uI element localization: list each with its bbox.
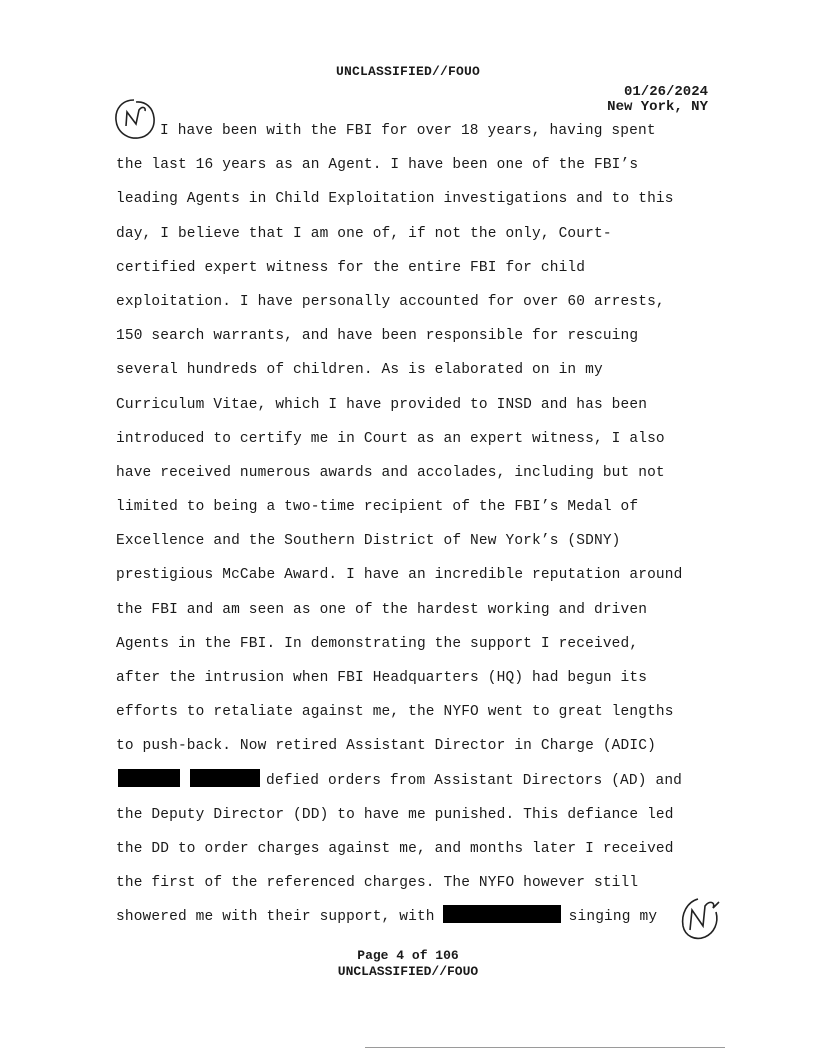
handwritten-initials-mark xyxy=(678,896,722,942)
text-fragment: defied orders from Assistant Directors (AD) and xyxy=(266,772,683,789)
redaction-bar xyxy=(443,905,561,923)
text-line: several hundreds of children. As is elaborated on in my xyxy=(116,362,603,379)
text-line: 150 search warrants, and have been responsible for rescuing xyxy=(116,328,639,345)
text-line: limited to being a two-time recipient of the FBI’s Medal of xyxy=(116,499,639,516)
text-line: the FBI and am seen as one of the hardest working and driven xyxy=(116,601,648,618)
page-number: Page 4 of 106 xyxy=(357,948,459,963)
document-body xyxy=(116,114,716,935)
document-date: 01/26/2024 xyxy=(623,84,708,100)
text-line: the DD to order charges against me, and months later I received xyxy=(116,840,674,857)
text-line: Curriculum Vitae, which I have provided to INSD and has been xyxy=(116,396,648,413)
document-location: New York, NY xyxy=(607,99,708,115)
text-line: have received numerous awards and accolades, including but not xyxy=(116,464,665,481)
text-line: Agents in the FBI. In demonstrating the support I received, xyxy=(116,635,639,652)
text-line: certified expert witness for the entire FBI for child xyxy=(116,259,586,276)
text-line: introduced to certify me in Court as an expert witness, I also xyxy=(116,430,665,447)
classification-header: UNCLASSIFIED//FOUO xyxy=(335,64,481,79)
classification-footer: UNCLASSIFIED//FOUO xyxy=(337,964,479,979)
text-line: leading Agents in Child Exploitation investigations and to this xyxy=(116,191,674,208)
text-line: I have been with the FBI for over 18 years, having spent xyxy=(160,123,656,139)
text-fragment: showered me with their support, with xyxy=(116,909,435,926)
text-line: efforts to retaliate against me, the NYFO went to great lengths xyxy=(116,704,674,721)
text-line: to push-back. Now retired Assistant Director in Charge (ADIC) xyxy=(116,738,656,755)
redaction-bar xyxy=(190,769,260,787)
scan-edge-line xyxy=(365,1047,725,1048)
text-line: after the intrusion when FBI Headquarters (HQ) had begun its xyxy=(116,670,648,686)
text-line: the Deputy Director (DD) to have me punished. This defiance led xyxy=(116,806,674,823)
redaction-bar xyxy=(118,769,180,787)
text-line-redacted xyxy=(116,900,716,934)
text-line: the last 16 years as an Agent. I have been one of the FBI’s xyxy=(116,157,639,174)
text-line: exploitation. I have personally accounted for over 60 arrests, xyxy=(116,293,665,310)
text-fragment: singing my xyxy=(568,909,658,926)
text-line: day, I believe that I am one of, if not the only, Court- xyxy=(116,225,612,242)
text-line: the first of the referenced charges. The NYFO however still xyxy=(116,875,639,892)
text-line: prestigious McCabe Award. I have an incredible reputation around xyxy=(116,567,683,584)
text-line-redacted xyxy=(116,764,716,798)
text-line: Excellence and the Southern District of New York’s (SDNY) xyxy=(116,533,621,550)
